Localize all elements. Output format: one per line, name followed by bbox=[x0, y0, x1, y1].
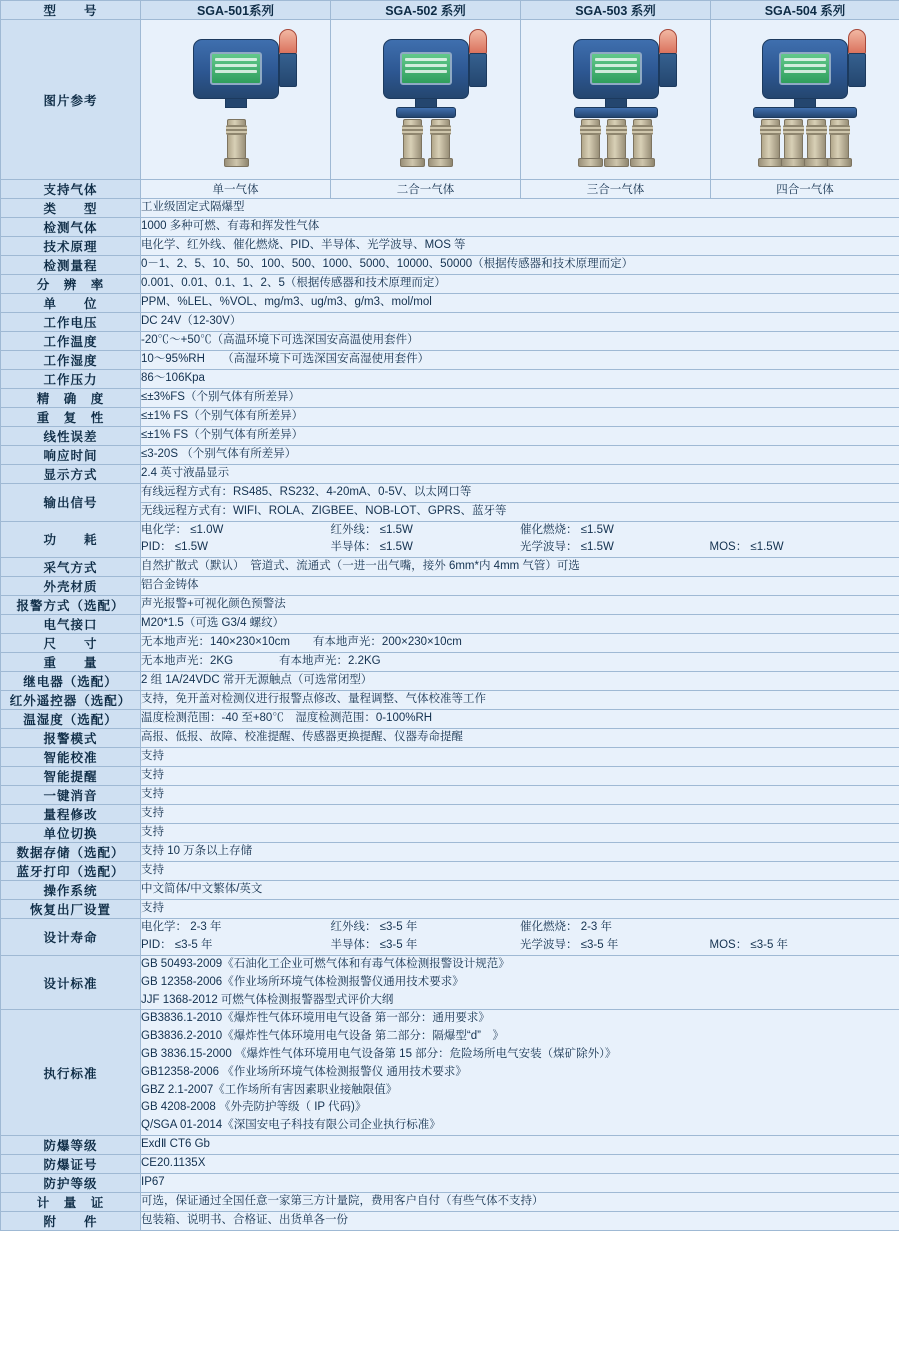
row-value-shell-material: 铝合金铸体 bbox=[141, 577, 899, 596]
row-value-explosion-proof-grade: ExdⅡ CT6 Gb bbox=[141, 1136, 899, 1155]
row-label-alarm-modes: 报警模式 bbox=[1, 729, 141, 748]
row-value-range-modify: 支持 bbox=[141, 805, 899, 824]
row-label-alarm-mode-optional: 报警方式（选配） bbox=[1, 596, 141, 615]
row-value-voltage: DC 24V（12-30V） bbox=[141, 313, 899, 332]
exec-standard-line-5: GBZ 2.1-2007《工作场所有害因素职业接触限值》 bbox=[141, 1083, 398, 1096]
power-electrochemical bbox=[141, 522, 331, 540]
gas-sensor-probe bbox=[830, 119, 849, 159]
life-infrared-name: 红外线： bbox=[330, 921, 377, 934]
row-value-sampling: 自然扩散式（默认） 管道式、流通式（一进一出气嘴，接外 6mm*内 4mm 气管）可选 bbox=[141, 558, 899, 577]
row-label-shell-material: 外壳材质 bbox=[1, 577, 141, 596]
row-value-data-storage-optional: 支持 10 万条以上存储 bbox=[141, 843, 899, 862]
life-optical-waveguide bbox=[520, 937, 710, 955]
row-label-gas-support: 支持气体 bbox=[1, 180, 141, 199]
table-row-electrical-interface bbox=[1, 615, 899, 634]
table-row-alarm-modes bbox=[1, 729, 899, 748]
life-electrochemical-name: 电化学： bbox=[141, 921, 187, 934]
gas-sensor-probe bbox=[403, 119, 422, 159]
row-label-image-reference: 图片参考 bbox=[1, 20, 141, 180]
row-value-linearity: ≤±1% FS（个别气体有所差异） bbox=[141, 427, 899, 446]
power-catalytic-name: 催化燃烧： bbox=[520, 523, 578, 536]
row-value-smart-calibration: 支持 bbox=[141, 748, 899, 767]
row-label-range-modify: 量程修改 bbox=[1, 805, 141, 824]
power-optical-waveguide-name: 光学波导： bbox=[520, 541, 578, 554]
row-label-display: 显示方式 bbox=[1, 465, 141, 484]
exec-standard-line-2: GB3836.2-2010《爆炸性气体环境用电气设备 第二部分：隔爆型“d” 》 bbox=[141, 1030, 504, 1043]
exec-standard-line-1: GB3836.1-2010《爆炸性气体环境用电气设备 第一部分：通用要求》 bbox=[141, 1012, 490, 1025]
row-label-design-life: 设计寿命 bbox=[1, 919, 141, 956]
row-value-weight: 无本地声光：2KG 有本地声光：2.2KG bbox=[141, 653, 899, 672]
table-row-image-reference bbox=[1, 20, 899, 180]
row-value-explosion-proof-cert: CE20.1135X bbox=[141, 1155, 899, 1174]
row-label-sampling: 采气方式 bbox=[1, 558, 141, 577]
row-label-electrical-interface: 电气接口 bbox=[1, 615, 141, 634]
row-value-principle: 电化学、红外线、催化燃烧、PID、半导体、光学波导、MOS 等 bbox=[141, 237, 899, 256]
row-label-humidity: 工作湿度 bbox=[1, 351, 141, 370]
life-mos bbox=[710, 937, 899, 955]
life-infrared bbox=[331, 919, 521, 937]
row-value-alarm-mode-optional: 声光报警+可视化颜色预警法 bbox=[141, 596, 899, 615]
power-infrared bbox=[331, 522, 521, 540]
row-value-relay-optional: 2 组 1A/24VDC 常开无源触点（可选常闭型） bbox=[141, 672, 899, 691]
life-optical-waveguide-name: 光学波导： bbox=[520, 939, 578, 952]
row-value-operating-system: 中文简体/中文繁体/英文 bbox=[141, 881, 899, 900]
row-label-linearity: 线性误差 bbox=[1, 427, 141, 446]
row-label-response-time: 响应时间 bbox=[1, 446, 141, 465]
table-row-linearity bbox=[1, 427, 899, 446]
row-label-temp-humidity-optional: 温湿度（选配） bbox=[1, 710, 141, 729]
gas-sensor-probe bbox=[607, 119, 626, 159]
row-label-repeatability: 重 复 性 bbox=[1, 408, 141, 427]
device-illustration-2-sensor bbox=[351, 25, 501, 175]
row-value-smart-reminder: 支持 bbox=[141, 767, 899, 786]
device-display bbox=[400, 52, 452, 85]
product-image-503 bbox=[521, 20, 711, 180]
row-value-output-signal-wireless: 无线远程方式有：WIFI、ROLA、ZIGBEE、NOB-LOT、GPRS、蓝牙等 bbox=[141, 502, 899, 521]
row-label-type: 类 型 bbox=[1, 199, 141, 218]
power-pid-value: ≤1.5W bbox=[174, 541, 209, 554]
row-value-response-time: ≤3-20S （个别气体有所差异） bbox=[141, 446, 899, 465]
life-optical-waveguide-value: ≤3-5 年 bbox=[580, 939, 619, 952]
row-value-electrical-interface: M20*1.5（可选 G3/4 螺纹） bbox=[141, 615, 899, 634]
table-row-exec-standard bbox=[1, 1010, 899, 1136]
row-value-protection-grade: IP67 bbox=[141, 1174, 899, 1193]
power-catalytic bbox=[520, 522, 710, 540]
row-value-repeatability: ≤±1% FS（个别气体有所差异） bbox=[141, 408, 899, 427]
alarm-lamp-icon bbox=[469, 29, 487, 55]
table-row-protection-grade bbox=[1, 1174, 899, 1193]
row-label-power-consumption: 功 耗 bbox=[1, 521, 141, 558]
life-electrochemical-value: 2-3 年 bbox=[190, 921, 222, 934]
exec-standard-line-4: GB12358-2006 《作业场所环境气体检测报警仪 通用技术要求》 bbox=[141, 1065, 467, 1078]
table-row-dimensions bbox=[1, 634, 899, 653]
table-row-operating-system bbox=[1, 881, 899, 900]
row-label-one-key-mute: 一键消音 bbox=[1, 786, 141, 805]
product-image-501 bbox=[141, 20, 331, 180]
table-row-factory-reset bbox=[1, 900, 899, 919]
table-row-unit bbox=[1, 294, 899, 313]
row-value-dimensions: 无本地声光：140×230×10cm 有本地声光：200×230×10cm bbox=[141, 634, 899, 653]
row-label-range: 检测量程 bbox=[1, 256, 141, 275]
row-label-voltage: 工作电压 bbox=[1, 313, 141, 332]
gas-sensor-cap bbox=[224, 158, 249, 167]
product-image-504 bbox=[711, 20, 899, 180]
table-row-unit-switch bbox=[1, 824, 899, 843]
row-value-range: 0－1、2、5、10、50、100、500、1000、5000、10000、50000（根据传感器和技术原理而定） bbox=[141, 256, 899, 275]
row-label-accessories: 附 件 bbox=[1, 1212, 141, 1231]
page-bottom-spacer bbox=[0, 1231, 899, 1233]
table-row-accuracy bbox=[1, 389, 899, 408]
gas-sensor-probe bbox=[761, 119, 780, 159]
power-optical-waveguide bbox=[520, 539, 710, 557]
table-row-principle bbox=[1, 237, 899, 256]
exec-standard-line-6: GB 4208-2008 《外壳防护等级（ IP 代码)》 bbox=[141, 1101, 367, 1114]
sensor-manifold bbox=[396, 107, 456, 118]
device-display bbox=[210, 52, 262, 85]
row-label-output-signal: 输出信号 bbox=[1, 484, 141, 522]
table-row-metrology-cert bbox=[1, 1193, 899, 1212]
model-header-502: SGA-502 系列 bbox=[331, 1, 521, 20]
row-label-detect-gas: 检测气体 bbox=[1, 218, 141, 237]
table-row-relay-optional bbox=[1, 672, 899, 691]
row-value-display: 2.4 英寸液晶显示 bbox=[141, 465, 899, 484]
power-semiconductor bbox=[331, 539, 521, 557]
gas-support-504: 四合一气体 bbox=[711, 180, 899, 199]
gas-sensor-cap bbox=[758, 158, 783, 167]
gas-sensor-probe bbox=[431, 119, 450, 159]
gas-support-503: 三合一气体 bbox=[521, 180, 711, 199]
row-value-bluetooth-print-optional: 支持 bbox=[141, 862, 899, 881]
table-row-data-storage-optional bbox=[1, 843, 899, 862]
device-neck bbox=[225, 98, 247, 108]
alarm-lamp-icon bbox=[659, 29, 677, 55]
model-header-504: SGA-504 系列 bbox=[711, 1, 899, 20]
gas-sensor-probe bbox=[784, 119, 803, 159]
table-row-range bbox=[1, 256, 899, 275]
life-catalytic bbox=[520, 919, 710, 937]
gas-support-501: 单一气体 bbox=[141, 180, 331, 199]
table-row-power-consumption bbox=[1, 521, 899, 558]
row-label-weight: 重 量 bbox=[1, 653, 141, 672]
gas-sensor-cap bbox=[630, 158, 655, 167]
gas-sensor-cap bbox=[827, 158, 852, 167]
sensor-manifold bbox=[753, 107, 857, 118]
gas-sensor-cap bbox=[804, 158, 829, 167]
table-row-temperature bbox=[1, 332, 899, 351]
table-row-gas-support bbox=[1, 180, 899, 199]
table-row-detect-gas bbox=[1, 218, 899, 237]
table-row-explosion-proof-grade bbox=[1, 1136, 899, 1155]
table-row-design-standard bbox=[1, 955, 899, 1009]
exec-standard-line-3: GB 3836.15-2000 《爆炸性气体环境用电气设备第 15 部分：危险场所电气安装（煤矿除外）》 bbox=[141, 1047, 617, 1060]
power-electrochemical-value: ≤1.0W bbox=[190, 523, 224, 536]
row-value-metrology-cert: 可选，保证通过全国任意一家第三方计量院，费用客户自付（有些气体不支持） bbox=[141, 1193, 899, 1212]
row-label-data-storage-optional: 数据存储（选配） bbox=[1, 843, 141, 862]
device-display bbox=[779, 52, 831, 85]
power-pid bbox=[141, 539, 331, 557]
table-row-response-time bbox=[1, 446, 899, 465]
row-label-temperature: 工作温度 bbox=[1, 332, 141, 351]
life-electrochemical bbox=[141, 919, 331, 937]
table-row-voltage bbox=[1, 313, 899, 332]
life-semiconductor-name: 半导体： bbox=[330, 939, 377, 952]
row-value-type: 工业级固定式隔爆型 bbox=[141, 199, 899, 218]
table-row-display bbox=[1, 465, 899, 484]
power-infrared-name: 红外线： bbox=[330, 523, 377, 536]
row-label-smart-reminder: 智能提醒 bbox=[1, 767, 141, 786]
alarm-lamp-icon bbox=[279, 29, 297, 55]
device-illustration-4-sensor bbox=[730, 25, 880, 175]
power-semiconductor-name: 半导体： bbox=[330, 541, 377, 554]
power-mos-value: ≤1.5W bbox=[750, 541, 784, 554]
power-mos-name: MOS： bbox=[709, 541, 748, 554]
table-row-repeatability bbox=[1, 408, 899, 427]
row-label-ir-remote-optional: 红外遥控器（选配） bbox=[1, 691, 141, 710]
table-row-smart-reminder bbox=[1, 767, 899, 786]
alarm-lamp-mount bbox=[469, 53, 487, 87]
life-catalytic-name: 催化燃烧： bbox=[520, 921, 578, 934]
row-value-pressure: 86～106Kpa bbox=[141, 370, 899, 389]
row-label-bluetooth-print-optional: 蓝牙打印（选配） bbox=[1, 862, 141, 881]
row-value-one-key-mute: 支持 bbox=[141, 786, 899, 805]
row-label-principle: 技术原理 bbox=[1, 237, 141, 256]
row-value-accessories: 包装箱、说明书、合格证、出货单各一份 bbox=[141, 1212, 899, 1231]
life-semiconductor bbox=[331, 937, 521, 955]
device-illustration-3-sensor bbox=[541, 25, 691, 175]
sensor-manifold bbox=[574, 107, 658, 118]
table-row-humidity bbox=[1, 351, 899, 370]
life-infrared-value: ≤3-5 年 bbox=[379, 921, 418, 934]
life-catalytic-value: 2-3 年 bbox=[580, 921, 613, 934]
life-pid-value: ≤3-5 年 bbox=[174, 939, 213, 952]
gas-sensor-cap bbox=[781, 158, 806, 167]
gas-sensor-probe bbox=[807, 119, 826, 159]
table-row-design-life bbox=[1, 919, 899, 956]
life-semiconductor-value: ≤3-5 年 bbox=[379, 939, 418, 952]
row-value-unit: PPM、%LEL、%VOL、mg/m3、ug/m3、g/m3、mol/mol bbox=[141, 294, 899, 313]
device-illustration-1-sensor bbox=[161, 25, 311, 175]
gas-sensor-cap bbox=[428, 158, 453, 167]
row-label-metrology-cert: 计 量 证 bbox=[1, 1193, 141, 1212]
power-mos bbox=[710, 539, 899, 557]
table-row-alarm-mode-optional bbox=[1, 596, 899, 615]
row-label-unit: 单 位 bbox=[1, 294, 141, 313]
gas-sensor-cap bbox=[604, 158, 629, 167]
design-standard-line-1: GB 50493-2009《石油化工企业可燃气体和有毒气体检测报警设计规范》 bbox=[141, 957, 510, 970]
table-row-ir-remote-optional bbox=[1, 691, 899, 710]
row-value-output-signal-wired: 有线远程方式有：RS485、RS232、4-20mA、0-5V、以太网口等 bbox=[141, 484, 899, 503]
design-standard-line-3: JJF 1368-2012 可燃气体检测报警器型式评价大纲 bbox=[141, 993, 394, 1006]
row-label-pressure: 工作压力 bbox=[1, 370, 141, 389]
table-row-smart-calibration bbox=[1, 748, 899, 767]
power-optical-waveguide-value: ≤1.5W bbox=[580, 541, 614, 554]
table-row-resolution bbox=[1, 275, 899, 294]
row-label-factory-reset: 恢复出厂设置 bbox=[1, 900, 141, 919]
row-value-temperature: -20℃～+50℃（高温环境下可选深国安高温使用套件） bbox=[141, 332, 899, 351]
table-row-model-header bbox=[1, 1, 899, 20]
row-label-exec-standard: 执行标准 bbox=[1, 1010, 141, 1136]
table-row-shell-material bbox=[1, 577, 899, 596]
table-row-sampling bbox=[1, 558, 899, 577]
table-row-temp-humidity-optional bbox=[1, 710, 899, 729]
table-row-pressure bbox=[1, 370, 899, 389]
power-infrared-value: ≤1.5W bbox=[379, 523, 413, 536]
gas-sensor-probe bbox=[581, 119, 600, 159]
gas-sensor-cap bbox=[400, 158, 425, 167]
table-row-explosion-proof-cert bbox=[1, 1155, 899, 1174]
alarm-lamp-mount bbox=[848, 53, 866, 87]
row-label-resolution: 分 辨 率 bbox=[1, 275, 141, 294]
row-value-design-life bbox=[141, 919, 899, 956]
alarm-lamp-mount bbox=[659, 53, 677, 87]
gas-support-502: 二合一气体 bbox=[331, 180, 521, 199]
table-row-type bbox=[1, 199, 899, 218]
row-label-unit-switch: 单位切换 bbox=[1, 824, 141, 843]
power-electrochemical-name: 电化学： bbox=[141, 523, 187, 536]
gas-sensor-probe bbox=[633, 119, 652, 159]
gas-sensor-cap bbox=[578, 158, 603, 167]
row-value-unit-switch: 支持 bbox=[141, 824, 899, 843]
power-semiconductor-value: ≤1.5W bbox=[379, 541, 413, 554]
model-header-501: SGA-501系列 bbox=[141, 1, 331, 20]
row-label-model: 型 号 bbox=[1, 1, 141, 20]
row-value-ir-remote-optional: 支持，免开盖对检测仪进行报警点修改、量程调整、气体校准等工作 bbox=[141, 691, 899, 710]
life-pid bbox=[141, 937, 331, 955]
gas-sensor-probe bbox=[227, 119, 246, 159]
row-label-design-standard: 设计标准 bbox=[1, 955, 141, 1009]
row-label-accuracy: 精 确 度 bbox=[1, 389, 141, 408]
exec-standard-line-7: Q/SGA 01-2014《深国安电子科技有限公司企业执行标准》 bbox=[141, 1119, 441, 1132]
life-mos-value: ≤3-5 年 bbox=[750, 939, 789, 952]
table-row-output-signal bbox=[1, 484, 899, 503]
table-row-bluetooth-print-optional bbox=[1, 862, 899, 881]
row-value-power-consumption bbox=[141, 521, 899, 558]
row-label-explosion-proof-grade: 防爆等级 bbox=[1, 1136, 141, 1155]
row-value-accuracy: ≤±3%FS（个别气体有所差异） bbox=[141, 389, 899, 408]
row-value-resolution: 0.001、0.01、0.1、1、2、5（根据传感器和技术原理而定） bbox=[141, 275, 899, 294]
alarm-lamp-icon bbox=[848, 29, 866, 55]
row-value-exec-standard bbox=[141, 1010, 899, 1136]
row-label-dimensions: 尺 寸 bbox=[1, 634, 141, 653]
model-header-503: SGA-503 系列 bbox=[521, 1, 711, 20]
row-value-temp-humidity-optional: 温度检测范围：-40 至+80℃ 湿度检测范围：0-100%RH bbox=[141, 710, 899, 729]
life-mos-name: MOS： bbox=[709, 939, 748, 952]
table-row-one-key-mute bbox=[1, 786, 899, 805]
alarm-lamp-mount bbox=[279, 53, 297, 87]
row-value-factory-reset: 支持 bbox=[141, 900, 899, 919]
product-image-502 bbox=[331, 20, 521, 180]
row-label-smart-calibration: 智能校准 bbox=[1, 748, 141, 767]
row-label-explosion-proof-cert: 防爆证号 bbox=[1, 1155, 141, 1174]
power-pid-name: PID： bbox=[141, 541, 172, 554]
device-display bbox=[590, 52, 642, 85]
row-label-operating-system: 操作系统 bbox=[1, 881, 141, 900]
power-catalytic-value: ≤1.5W bbox=[580, 523, 614, 536]
row-value-humidity: 10～95%RH （高湿环境下可选深国安高湿使用套件） bbox=[141, 351, 899, 370]
row-value-alarm-modes: 高报、低报、故障、校准提醒、传感器更换提醒、仪器寿命提醒 bbox=[141, 729, 899, 748]
table-row-weight bbox=[1, 653, 899, 672]
row-label-relay-optional: 继电器（选配） bbox=[1, 672, 141, 691]
table-row-accessories bbox=[1, 1212, 899, 1231]
table-row-range-modify bbox=[1, 805, 899, 824]
row-label-protection-grade: 防护等级 bbox=[1, 1174, 141, 1193]
row-value-design-standard bbox=[141, 955, 899, 1009]
row-value-detect-gas: 1000 多种可燃、有毒和挥发性气体 bbox=[141, 218, 899, 237]
life-pid-name: PID： bbox=[141, 939, 172, 952]
design-standard-line-2: GB 12358-2006《作业场所环境气体检测报警仪通用技术要求》 bbox=[141, 975, 464, 988]
